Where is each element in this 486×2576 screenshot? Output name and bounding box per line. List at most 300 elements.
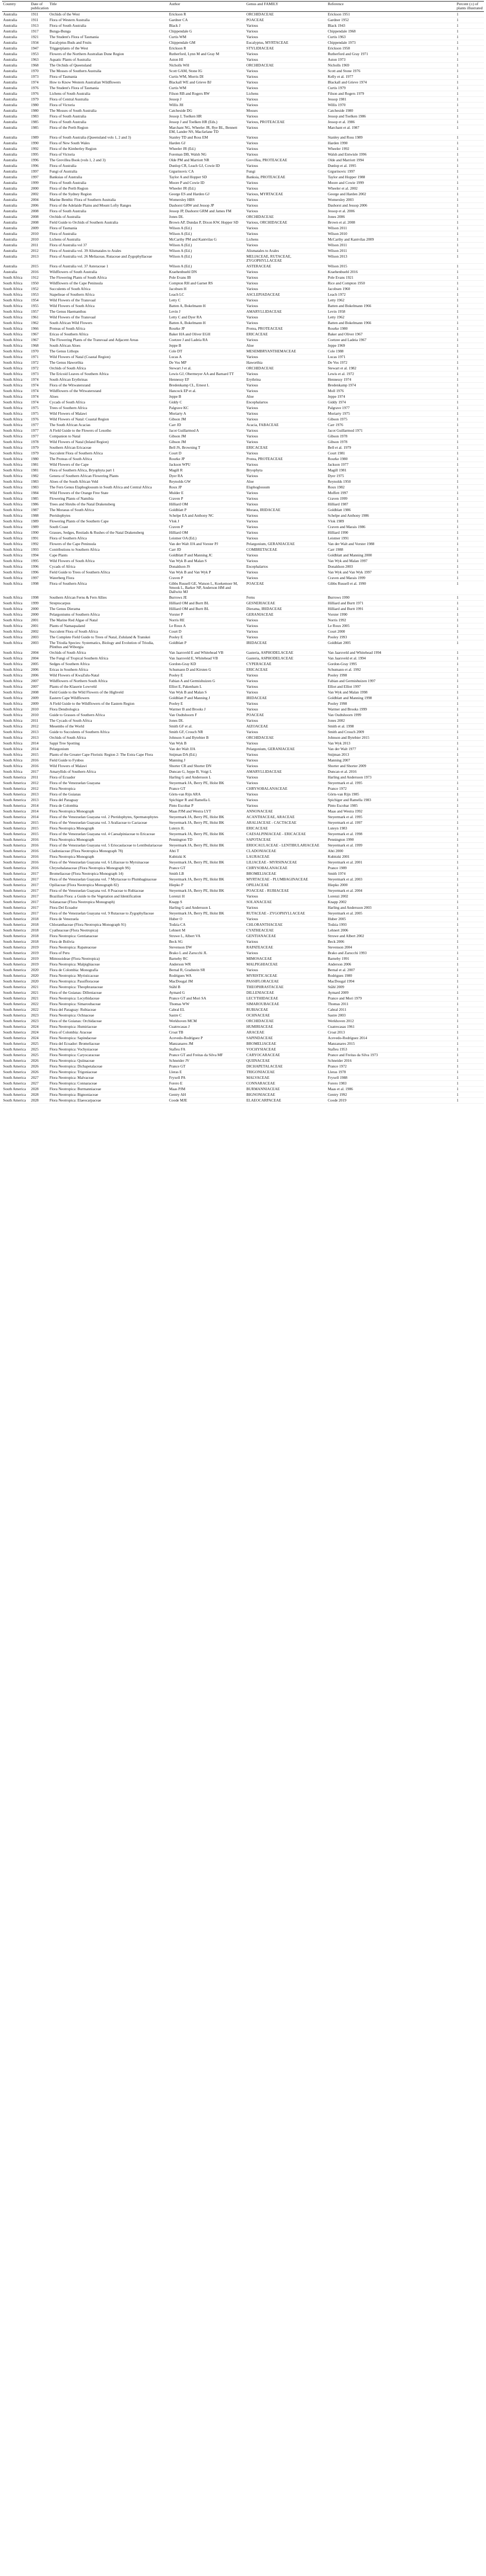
table-row [2, 63, 484, 69]
cell-title: Wild Flowers of Malawi [48, 764, 168, 769]
cell-percent: 1 [456, 80, 484, 86]
cell-title: Flora of Southern Africa, Bryophyta part 1 [48, 468, 168, 473]
cell-title: Flora Neotropica Monograph [48, 854, 168, 860]
cell-country: South Africa [2, 570, 30, 575]
cell-date: 1996 [30, 163, 48, 169]
cell-author: Steyermark JA, Berry PE, Holst BK [168, 911, 245, 917]
cell-genus-family: ORCHIDACEAE [245, 12, 327, 18]
table-row [2, 883, 484, 888]
cell-country: South America [2, 843, 30, 849]
cell-percent: 1 [456, 237, 484, 243]
cell-reference: Gibson 1975 [327, 417, 456, 422]
cell-reference: Jessop et al. 2006 [327, 209, 456, 214]
table-row [2, 52, 484, 57]
cell-genus-family: RUTACEAE - ZYGOPHYLLACEAE [245, 911, 327, 917]
cell-genus-family: Various [245, 951, 327, 956]
cell-genus-family: Lichens [245, 237, 327, 243]
cell-reference: Craven and Marais 1999 [327, 575, 456, 581]
cell-title: Flora Neotropica: Trigoniaceae [48, 1070, 168, 1075]
table-row [2, 1058, 484, 1064]
cell-country: Australia [2, 52, 30, 57]
cell-percent: 1 [456, 530, 484, 536]
cell-title: Flora Neotropica: Quiinaceae [48, 1058, 168, 1064]
cell-title: Flowers of the Cape Peninsula [48, 541, 168, 547]
cell-title: Aloes of the South African Veld [48, 479, 168, 485]
cell-title: Orchids of the West [48, 12, 168, 18]
table-row [2, 707, 484, 713]
cell-author: Steyermark JA, Berry PE, Holst BK [168, 820, 245, 826]
cell-reference: Maas and Westra 1992 [327, 809, 456, 815]
cell-reference: Struwe and Albert 2002 [327, 934, 456, 939]
cell-percent: 1 [456, 152, 484, 158]
cell-genus-family: Various [245, 553, 327, 558]
cell-title: Cycads of South Africa [48, 400, 168, 405]
cell-genus-family: Ferns [245, 595, 327, 601]
cell-author: Johnson S and Bytebier B [168, 735, 245, 741]
cell-country: South Africa [2, 547, 30, 553]
cell-country: Australia [2, 103, 30, 108]
cell-percent: 1 [456, 243, 484, 248]
cell-percent: 1 [456, 1030, 484, 1036]
cell-percent: 1 [456, 46, 484, 52]
cell-author: Pooley E [168, 635, 245, 640]
cell-reference: Steyermark et al. 1999 [327, 843, 456, 849]
cell-date: 2015 [30, 832, 48, 837]
cell-genus-family: MYRTACEAE - PLUMBAGINACEAE [245, 877, 327, 883]
cell-country: South Africa [2, 315, 30, 320]
cell-date: 1974 [30, 377, 48, 383]
table-row [2, 730, 484, 735]
table-row [2, 849, 484, 854]
cell-date: 2012 [30, 248, 48, 254]
cell-date: 1991 [30, 536, 48, 541]
cell-percent: 1 [456, 52, 484, 57]
cell-genus-family: OCHNACEAE [245, 1013, 327, 1019]
cell-reference: Elliot and Elliot 1997 [327, 684, 456, 690]
cell-genus-family: Various [245, 231, 327, 237]
table-row [2, 917, 484, 922]
table-row [2, 169, 484, 175]
cell-reference: Van Jaarsveld et al. 1994 [327, 656, 456, 662]
cell-country: South Africa [2, 558, 30, 564]
cell-reference: Leistner 1991 [327, 536, 456, 541]
cell-author: Vlok J [168, 519, 245, 524]
cell-percent: 1 [456, 169, 484, 175]
cell-date: 2022 [30, 1002, 48, 1007]
cell-percent: 1 [456, 479, 484, 485]
cell-title: Wildflowers of Northern South Africa [48, 679, 168, 684]
table-row [2, 507, 484, 513]
cell-genus-family: Various [245, 730, 327, 735]
cell-genus-family: MALVACEAE [245, 1075, 327, 1081]
cell-country: South Africa [2, 388, 30, 394]
cell-percent: 1 [456, 939, 484, 945]
cell-title: Plants of the Greater Cape Floristic Region 2: The Extra Cape Flora [48, 752, 168, 758]
cell-title: Flora of Australia vol. 37 Asteraceae 1 [48, 264, 168, 269]
cell-percent: 1 [456, 735, 484, 741]
table-row [2, 275, 484, 281]
table-row [2, 1007, 484, 1013]
cell-genus-family: Various [245, 281, 327, 286]
cell-author: Lehnert M [168, 928, 245, 934]
table-row [2, 985, 484, 990]
cell-percent: 1 [456, 962, 484, 968]
cell-percent: 1 [456, 439, 484, 445]
cell-percent: 1 [456, 775, 484, 781]
cell-title: Opiliaceae (Flora Neotropica Monograph 82) [48, 883, 168, 888]
cell-genus-family: Various [245, 52, 327, 57]
cell-author: Aymard G [168, 990, 245, 996]
cell-genus-family: Various [245, 473, 327, 479]
cell-title: Wild Flowers of Natal (Coastal Region) [48, 354, 168, 360]
cell-country: South Africa [2, 747, 30, 752]
cell-title: Flora Neotropica: Sapindaceae [48, 1036, 168, 1041]
cell-country: South America [2, 1098, 30, 1104]
cell-date: 2009 [30, 701, 48, 707]
cell-country: South Africa [2, 479, 30, 485]
cell-reference: Jeppe 1969 [327, 343, 456, 349]
cell-date: 1997 [30, 575, 48, 581]
cell-reference: Carr 1976 [327, 422, 456, 428]
cell-percent: 1 [456, 667, 484, 673]
cell-genus-family: CHRYSOBALANACEAE [245, 786, 327, 792]
cell-reference: Wilson 2011 [327, 226, 456, 231]
cell-percent: 1 [456, 640, 484, 650]
cell-date: 2028 [30, 1092, 48, 1098]
cell-percent: 1 [456, 1041, 484, 1047]
cell-author: Cole DT [168, 349, 245, 354]
cell-author: Stevenson DW [168, 945, 245, 951]
cell-date: 1921 [30, 35, 48, 40]
cell-reference: Hilliard 1987 [327, 502, 456, 507]
cell-reference: Van Wyk and Malan 1998 [327, 690, 456, 696]
cell-percent: 1 [456, 996, 484, 1002]
cell-genus-family: Elaphoglossum [245, 485, 327, 490]
cell-reference: Warmer and Brooks 1999 [327, 707, 456, 713]
cell-date: 2012 [30, 786, 48, 792]
cell-date: 1975 [30, 405, 48, 411]
cell-percent: 1 [456, 326, 484, 332]
cell-title: Succulent Flora of South Africa [48, 629, 168, 635]
cell-date: 2024 [30, 1024, 48, 1030]
cell-genus-family: LECYTHIDACEAE [245, 996, 327, 1002]
cell-author: Rodrigues WA [168, 973, 245, 979]
cell-percent: 1 [456, 226, 484, 231]
cell-percent: 1 [456, 417, 484, 422]
cell-date: 1977 [30, 428, 48, 434]
header-row [2, 2, 484, 12]
cell-title: Aloes [48, 394, 168, 400]
table-row [2, 141, 484, 146]
cell-percent: 1 [456, 192, 484, 197]
cell-country: South America [2, 826, 30, 832]
cell-reference: Smith 1974 [327, 871, 456, 877]
cell-percent: 1 [456, 513, 484, 519]
cell-country: Australia [2, 269, 30, 275]
cell-title: Flora of the Venezuelan Guayana vol. 6 Liliaceae to Myrsinaceae [48, 860, 168, 866]
cell-percent: 1 [456, 826, 484, 832]
cell-date: 2010 [30, 231, 48, 237]
cell-date: 2011 [30, 243, 48, 248]
cell-title: Flora of Western Australia [48, 18, 168, 23]
cell-reference: Jessop 1981 [327, 97, 456, 103]
cell-author: Van der Walt JJA [168, 747, 245, 752]
cell-genus-family: ORCHIDACEAE [245, 214, 327, 220]
cell-author: Blackall WE and Grieve BJ [168, 80, 245, 86]
cell-title: Flora Neotropica: Ochnaceae [48, 1013, 168, 1019]
cell-reference: Steyermark et al. 2001 [327, 860, 456, 866]
cell-reference: Smith and Crouch 2009 [327, 730, 456, 735]
cell-title: Flora Neotropica: Elaeocarpaceae [48, 1098, 168, 1104]
cell-author: Forero E [168, 1081, 245, 1087]
cell-reference: Willis 1970 [327, 103, 456, 108]
cell-title: Orchids of South Africa [48, 735, 168, 741]
cell-genus-family: Various [245, 558, 327, 564]
cell-title: Lichens of Australia [48, 237, 168, 243]
cell-author: Jessop J [168, 97, 245, 103]
cell-country: South Africa [2, 303, 30, 309]
table-row [2, 1098, 484, 1104]
cell-genus-family: SOLANACEAE [245, 900, 327, 905]
cell-author: Warmer B and Brooks J [168, 707, 245, 713]
cell-title: Sappi Tree Spotting [48, 741, 168, 747]
cell-genus-family: MYRISTICACEAE [245, 973, 327, 979]
cell-country: South America [2, 849, 30, 854]
table-row [2, 485, 484, 490]
cell-reference: Wilson 2013 [327, 254, 456, 264]
cell-date: 1996 [30, 570, 48, 575]
cell-reference: Steyermark et al. 2005 [327, 911, 456, 917]
cell-date: 2016 [30, 843, 48, 849]
cell-author: Gibbs Russell GE, Watson L, Koekemoer M, Smook L, Barker NP, Anderson HM and Dallwitz MJ [168, 581, 245, 595]
cell-genus-family: Various [245, 152, 327, 158]
table-row [2, 175, 484, 180]
cell-date: 2016 [30, 837, 48, 843]
table-row [2, 473, 484, 479]
header-reference: Reference [327, 2, 456, 12]
table-row [2, 388, 484, 394]
cell-title: Flora Neotropica Monograph [48, 809, 168, 815]
table-row [2, 764, 484, 769]
cell-reference: Van Wyk and Malan 1997 [327, 558, 456, 564]
cell-author: Huber O [168, 917, 245, 922]
cell-reference: Pennington 1990 [327, 837, 456, 843]
cell-country: South America [2, 951, 30, 956]
cell-title: Chloranthaceae (Flora Neotropica Monograph 91) [48, 922, 168, 928]
cell-genus-family: Various [245, 141, 327, 146]
cell-country: Australia [2, 186, 30, 192]
cell-date: 2013 [30, 798, 48, 803]
cell-title: Brazilian Flora: a Guide to the Vegetation and Identification [48, 894, 168, 900]
cell-percent: 1 [456, 832, 484, 837]
cell-genus-family: Fungi [245, 169, 327, 175]
table-row [2, 203, 484, 209]
cell-date: 2019 [30, 945, 48, 951]
table-row [2, 23, 484, 29]
table-row [2, 220, 484, 226]
cell-author: Knapp S [168, 900, 245, 905]
cell-author: Gordon-Gray KD [168, 662, 245, 667]
cell-author: Gibson JM [168, 439, 245, 445]
cell-percent: 1 [456, 69, 484, 74]
cell-date: 1977 [30, 434, 48, 439]
cell-title: Lichens of South Australia [48, 91, 168, 97]
cell-country: Australia [2, 180, 30, 186]
cell-author: Reynolds GW [168, 479, 245, 485]
cell-date: 2010 [30, 237, 48, 243]
cell-reference: Rodrigues 1980 [327, 973, 456, 979]
cell-date: 1985 [30, 120, 48, 125]
cell-country: Australia [2, 163, 30, 169]
cell-country: Australia [2, 141, 30, 146]
cell-country: South America [2, 968, 30, 973]
cell-percent: 1 [456, 332, 484, 337]
table-row [2, 383, 484, 388]
cell-author: Brako L and Zarucchi JL [168, 951, 245, 956]
cell-percent: 1 [456, 1081, 484, 1087]
cell-genus-family: ASCLEPIADACEAE [245, 292, 327, 298]
table-row [2, 40, 484, 46]
cell-genus-family: Alismatales to Arales [245, 248, 327, 254]
cell-title: Flora Neotropica: Caryocaraceae [48, 1053, 168, 1058]
cell-genus-family: BIGNONIACEAE [245, 1092, 327, 1098]
cell-title: The Mosses of Southern Australia [48, 69, 168, 74]
cell-country: South America [2, 905, 30, 911]
table-row [2, 581, 484, 595]
cell-date: 1976 [30, 86, 48, 91]
cell-title: Flora de Colombia: Monografía [48, 968, 168, 973]
cell-date: 1987 [30, 507, 48, 513]
cell-country: South Africa [2, 667, 30, 673]
table-row [2, 809, 484, 815]
cell-percent: 1 [456, 724, 484, 730]
cell-date: 1911 [30, 18, 48, 23]
cell-title: The Triodia Species: Systematics, Biology and Evolution of Triodia, Plinthus and Wiborgia [48, 640, 168, 650]
cell-genus-family: Various [245, 163, 327, 169]
cell-reference: Lorenzi 2002 [327, 894, 456, 900]
cell-title: The Mosses of South Australia [48, 108, 168, 114]
cell-date: 1979 [30, 445, 48, 451]
table-row [2, 673, 484, 679]
cell-title: Wildflowers of the Witwatersrand [48, 388, 168, 394]
cell-country: South Africa [2, 635, 30, 640]
cell-date: 2014 [30, 809, 48, 815]
cell-title: Aquatic Plants of Australia [48, 57, 168, 63]
cell-author: Wilson A (Ed.) [168, 254, 245, 264]
cell-title: Flora Neotropica: Malpighiaceae [48, 962, 168, 968]
cell-percent: 1 [456, 485, 484, 490]
cell-title: Triggerplants of the West [48, 46, 168, 52]
cell-author: Court D [168, 451, 245, 456]
cell-author: Baker HA and Oliver EGH [168, 332, 245, 337]
cell-title: The Ericoid Leaves of Southern Africa [48, 371, 168, 377]
cell-genus-family: Various [245, 917, 327, 922]
cell-title: Flora de Venezuela [48, 917, 168, 922]
cell-percent: 1 [456, 507, 484, 513]
cell-percent: 1 [456, 541, 484, 547]
cell-percent: 1 [456, 12, 484, 18]
cell-genus-family: Various [245, 798, 327, 803]
cell-date: 2022 [30, 1007, 48, 1013]
cell-author: Hilliard OM and Burtt BL [168, 601, 245, 606]
cell-country: Australia [2, 125, 30, 135]
cell-title: Flora Neotropica: Humiriaceae [48, 1024, 168, 1030]
cell-percent: 1 [456, 601, 484, 606]
cell-genus-family: CARYOCARACEAE [245, 1053, 327, 1058]
cell-title: Flora Neotropica: Malvaceae [48, 1075, 168, 1081]
cell-percent: 1 [456, 269, 484, 275]
cell-genus-family: MIMOSACEAE [245, 956, 327, 962]
cell-genus-family: Lichens [245, 91, 327, 97]
cell-genus-family: Various [245, 496, 327, 502]
cell-date: 1947 [30, 46, 48, 52]
cell-genus-family: Various [245, 114, 327, 120]
cell-title: Flora de Bolivia [48, 939, 168, 945]
cell-genus-family: Various [245, 186, 327, 192]
cell-reference: Duncan et al. 2016 [327, 769, 456, 775]
cell-author: Shorter CR and Shorter DN [168, 764, 245, 769]
cell-genus-family: Various [245, 741, 327, 747]
cell-title: The Orchids of Queensland [48, 63, 168, 69]
cell-reference: Fabian and Germishuizen 1997 [327, 679, 456, 684]
cell-author: Barneby RC [168, 956, 245, 962]
cell-date: 2014 [30, 747, 48, 752]
cell-title: Flora of New South Wales [48, 141, 168, 146]
cell-title: Succulents of South Africa [48, 286, 168, 292]
table-row [2, 968, 484, 973]
table-row [2, 1030, 484, 1036]
cell-reference: Olde and Marriott 1994 [327, 158, 456, 163]
cell-genus-family: Various [245, 226, 327, 231]
cell-percent: 1 [456, 1013, 484, 1019]
cell-country: South Africa [2, 286, 30, 292]
table-row [2, 237, 484, 243]
cell-title: Field Guide to Fynbos [48, 758, 168, 764]
cell-country: Australia [2, 35, 30, 40]
cell-title: Flora Neotropica: Myristicaceae [48, 973, 168, 979]
cell-country: South Africa [2, 468, 30, 473]
cell-genus-family: Pelargonium, GERANIACEAE [245, 747, 327, 752]
cell-genus-family: LAURACEAE [245, 854, 327, 860]
cell-reference: Kraehenbuehl 2016 [327, 269, 456, 275]
cell-date: 1979 [30, 451, 48, 456]
cell-reference: Wilson 2011 [327, 248, 456, 254]
cell-author: Erickson R [168, 12, 245, 18]
cell-genus-family: Various [245, 97, 327, 103]
cell-date: 1992 [30, 541, 48, 547]
cell-genus-family: Various [245, 203, 327, 209]
cell-title: Waterberg Flora [48, 575, 168, 581]
cell-percent: 1 [456, 894, 484, 900]
cell-date: 1966 [30, 326, 48, 332]
cell-country: South America [2, 1013, 30, 1019]
cell-reference: Gibson 1978 [327, 439, 456, 445]
cell-title: Grasses, Sedges, Restiads & Rushes of the Natal Drakensberg [48, 530, 168, 536]
cell-date: 1950 [30, 281, 48, 286]
cell-reference: Pole Evans 1921 [327, 275, 456, 281]
cell-author: Grgurinovic CA [168, 169, 245, 175]
table-row [2, 209, 484, 214]
cell-date: 2020 [30, 973, 48, 979]
cell-title: Flora of the Venezuelan Guayana vol. 4 Caesalpiniaceae to Ericaceae [48, 832, 168, 837]
cell-genus-family: Various [245, 684, 327, 690]
cell-date: 1972 [30, 360, 48, 366]
cell-date: 2016 [30, 764, 48, 769]
cell-title: Flora of the Venezuelan Guayana vol. 8 Poaceae to Rubiaceae [48, 888, 168, 894]
cell-author: Filson RB and Rogers RW [168, 91, 245, 97]
cell-percent: 1 [456, 900, 484, 905]
cell-reference: Kubitzki 2001 [327, 854, 456, 860]
